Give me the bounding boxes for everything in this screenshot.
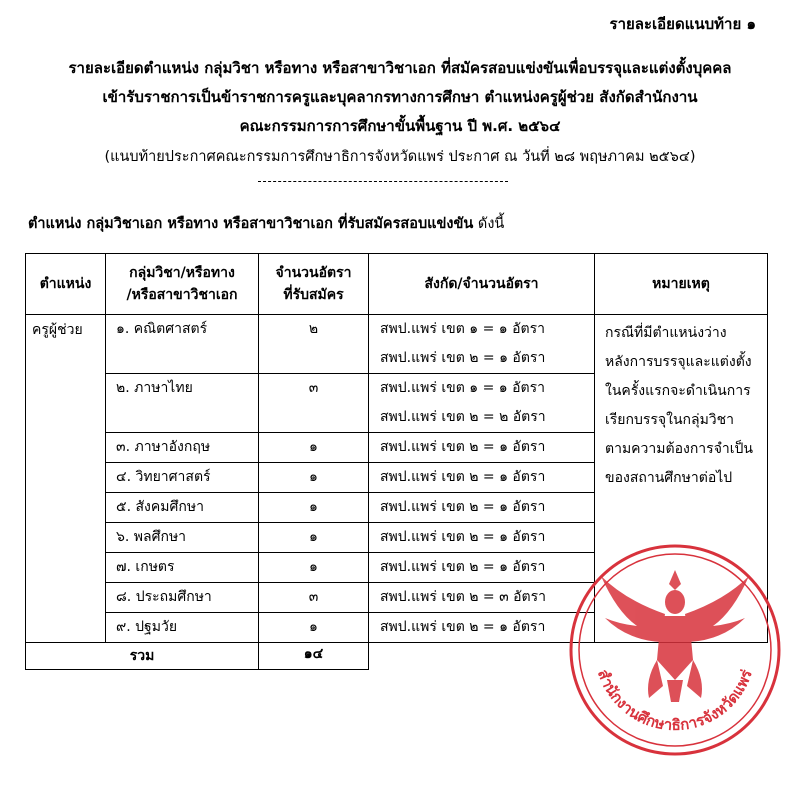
subject-text: ๔. วิทยาศาสตร์	[116, 469, 211, 485]
distribution-cell	[369, 583, 595, 613]
count-cell	[259, 553, 369, 583]
distribution-text: สพป.แพร่ เขต ๒ = ๒ อัตรา	[380, 409, 546, 425]
count-cell	[259, 315, 369, 374]
subject-cell	[106, 374, 259, 433]
garuda-seal-icon	[565, 540, 785, 760]
seal-text-path: สำนักงานศึกษาธิการจังหวัดแพร่	[593, 666, 756, 735]
count-text: ๓	[308, 380, 319, 396]
count-text: ๑	[309, 469, 318, 485]
table-row	[26, 315, 768, 374]
remark-line: ตามความต้องการจำเป็น	[605, 441, 753, 457]
count-text: ๑	[309, 619, 318, 635]
subject-cell	[106, 523, 259, 553]
subject-text: ๓. ภาษาอังกฤษ	[116, 439, 211, 455]
header-subject-line2: /หรือสาขาวิชาเอก	[126, 287, 238, 303]
subject-text: ๒. ภาษาไทย	[116, 380, 193, 396]
subject-cell	[106, 583, 259, 613]
subject-text: ๗. เกษตร	[116, 559, 175, 575]
subject-cell	[106, 433, 259, 463]
count-cell	[259, 493, 369, 523]
distribution-cell	[369, 374, 595, 433]
distribution-cell	[369, 463, 595, 493]
title-line-1: รายละเอียดตำแหน่ง กลุ่มวิชา หรือทาง หรือสาขาวิชาเอก ที่สมัครสอบแข่งขันเพื่อบรรจุและแต่งตั้งบุคคล	[68, 59, 732, 77]
header-remark: หมายเหตุ	[595, 254, 768, 315]
count-cell	[259, 463, 369, 493]
remark-line: ของสถานศึกษาต่อไป	[605, 470, 733, 486]
distribution-cell	[369, 433, 595, 463]
header-subject	[106, 254, 259, 315]
subject-cell	[106, 315, 259, 374]
subject-cell	[106, 553, 259, 583]
distribution-text: สพป.แพร่ เขต ๒ = ๓ อัตรา	[380, 589, 546, 605]
distribution-text: สพป.แพร่ เขต ๒ = ๑ อัตรา	[380, 469, 546, 485]
table-header-row	[26, 254, 768, 315]
subject-cell	[106, 613, 259, 643]
intro-rest: ดังนี้	[473, 216, 505, 232]
remark-line: กรณีที่มีตำแหน่งว่าง	[605, 325, 727, 341]
distribution-cell	[369, 523, 595, 553]
count-text: ๑	[309, 499, 318, 515]
intro-bold: ตำแหน่ง กลุ่มวิชาเอก หรือทาง หรือสาขาวิชาเอก ที่รับสมัครสอบแข่งขัน	[28, 216, 474, 232]
intro-sentence	[28, 212, 504, 235]
subject-text: ๙. ปฐมวัย	[116, 619, 178, 635]
header-subject-line1: กลุ่มวิชา/หรือทาง	[129, 265, 235, 281]
title-line-2: เข้ารับราชการเป็นข้าราชการครูและบุคลากรทางการศึกษา ตำแหน่งครูผู้ช่วย สังกัดสำนักงาน	[102, 88, 698, 106]
remark-line: หลังการบรรจุและแต่งตั้ง	[605, 354, 752, 370]
distribution-text: สพป.แพร่ เขต ๒ = ๑ อัตรา	[380, 439, 546, 455]
header-count-line2: ที่รับสมัคร	[283, 287, 344, 303]
count-cell	[259, 523, 369, 553]
dashed-divider	[258, 181, 508, 182]
title-line-3: คณะกรรมการการศึกษาขั้นพื้นฐาน ปี พ.ศ. ๒๕๖๔	[239, 117, 561, 135]
distribution-cell	[369, 613, 595, 643]
distribution-text: สพป.แพร่ เขต ๑ = ๑ อัตรา	[380, 321, 545, 337]
header-position: ตำแหน่ง	[26, 254, 106, 315]
header-count	[259, 254, 369, 315]
count-cell	[259, 374, 369, 433]
subject-cell	[106, 463, 259, 493]
total-value: ๑๔	[259, 643, 369, 670]
header-count-line1: จำนวนอัตรา	[275, 265, 352, 281]
subject-text: ๘. ประถมศึกษา	[116, 589, 212, 605]
distribution-text: สพป.แพร่ เขต ๒ = ๑ อัตรา	[380, 499, 546, 515]
distribution-text: สพป.แพร่ เขต ๒ = ๑ อัตรา	[380, 559, 546, 575]
subject-text: ๑. คณิตศาสตร์	[116, 321, 208, 337]
position-cell: ครูผู้ช่วย	[26, 315, 106, 643]
distribution-text: สพป.แพร่ เขต ๒ = ๑ อัตรา	[380, 350, 546, 366]
distribution-cell	[369, 315, 595, 374]
count-text: ๒	[308, 321, 319, 337]
count-cell	[259, 613, 369, 643]
subject-cell	[106, 493, 259, 523]
distribution-text: สพป.แพร่ เขต ๒ = ๑ อัตรา	[380, 529, 546, 545]
distribution-text: สพป.แพร่ เขต ๑ = ๑ อัตรา	[380, 380, 545, 396]
distribution-text: สพป.แพร่ เขต ๒ = ๑ อัตรา	[380, 619, 546, 635]
subject-text: ๕. สังคมศึกษา	[116, 499, 204, 515]
count-cell	[259, 433, 369, 463]
total-label: รวม	[26, 643, 259, 670]
count-text: ๓	[308, 589, 319, 605]
distribution-cell	[369, 553, 595, 583]
garuda-emblem	[601, 570, 749, 702]
subject-text: ๖. พลศึกษา	[116, 529, 187, 545]
count-text: ๑	[309, 439, 318, 455]
distribution-cell	[369, 493, 595, 523]
count-cell	[259, 583, 369, 613]
count-text: ๑	[309, 559, 318, 575]
announcement-reference: (แนบท้ายประกาศคณะกรรมการศึกษาธิการจังหวัดแพร่ ประกาศ ณ วันที่ ๒๘ พฤษภาคม ๒๕๖๔)	[104, 149, 696, 165]
attachment-label: รายละเอียดแนบท้าย ๑	[609, 15, 756, 33]
remark-line: ในครั้งแรกจะดำเนินการ	[605, 383, 751, 399]
header-distribution: สังกัด/จำนวนอัตรา	[369, 254, 595, 315]
count-text: ๑	[309, 529, 318, 545]
remark-line: เรียกบรรจุในกลุ่มวิชา	[605, 412, 735, 428]
